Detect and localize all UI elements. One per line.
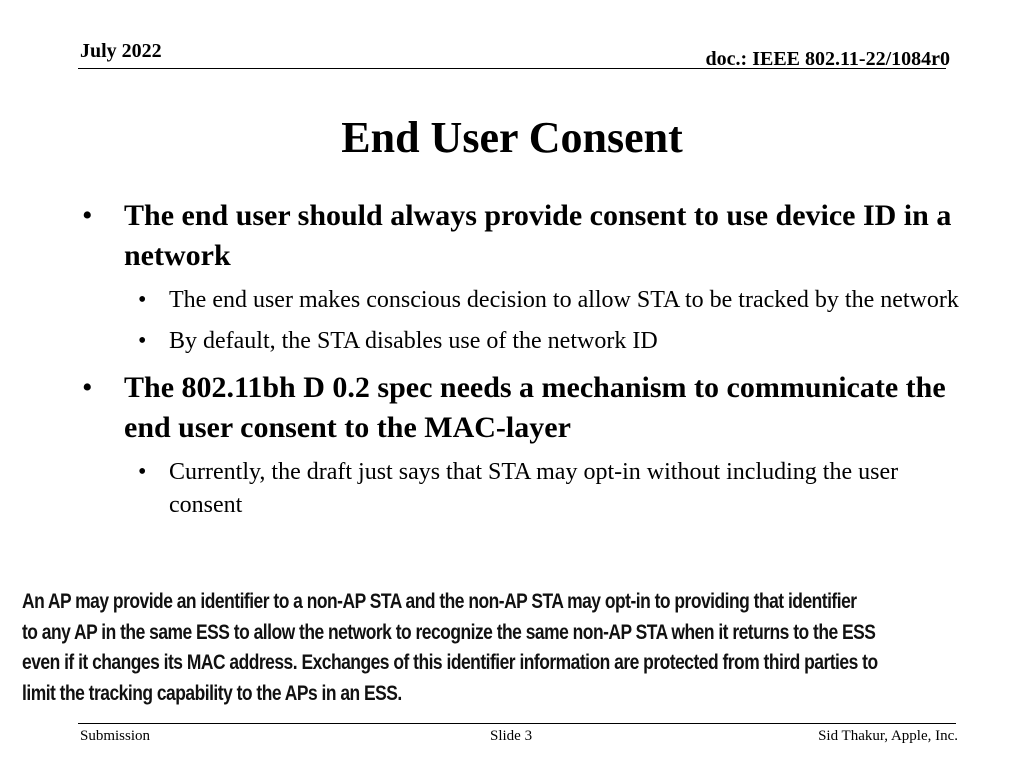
bullet-2 xyxy=(82,368,962,448)
spec-excerpt-line: even if it changes its MAC address. Exchanges of this identifier information are protected from third parties to xyxy=(22,651,878,674)
bullet-1-sub-1-text: The end user makes conscious decision to allow STA to be tracked by the network xyxy=(169,287,959,313)
footer-author: Sid Thakur, Apple, Inc. xyxy=(818,728,958,744)
footer-submission: Submission xyxy=(80,728,151,744)
bullet-1-sub-2-text: By default, the STA disables use of the network ID xyxy=(169,328,658,354)
slide-title: End User Consent xyxy=(341,113,683,162)
spec-excerpt xyxy=(22,587,1006,709)
spec-excerpt-line: to any AP in the same ESS to allow the network to recognize the same non-AP STA when it returns to the ESS xyxy=(22,620,876,644)
bullet-1 xyxy=(82,196,962,276)
footer-divider xyxy=(78,723,956,724)
bullet-1-text: The end user should always provide consent to use device ID in a network xyxy=(124,199,952,272)
bullet-1-sub-2-marker: • xyxy=(138,328,147,354)
spec-excerpt-line: An AP may provide an identifier to a non-AP STA and the non-AP STA may opt-in to providing that identifier xyxy=(22,590,857,613)
header-date: July 2022 xyxy=(80,40,162,62)
spec-excerpt-line: limit the tracking capability to the APs in an ESS. xyxy=(22,681,402,705)
bullet-2-text: The 802.11bh D 0.2 spec needs a mechanism to communicate the end user consent to the MAC-layer xyxy=(124,371,946,444)
footer-slide-number: Slide 3 xyxy=(490,728,533,744)
bullet-1-sub-1 xyxy=(82,284,962,317)
bullet-1-sub-1-marker: • xyxy=(138,287,147,313)
bullet-1-marker: • xyxy=(82,199,93,232)
bullet-2-sub-1 xyxy=(82,456,962,522)
bullet-1-sub-2 xyxy=(82,325,962,358)
slide-body xyxy=(82,196,962,522)
header-divider xyxy=(78,68,946,69)
bullet-2-sub-1-text: Currently, the draft just says that STA may opt-in without including the user consent xyxy=(169,459,899,518)
header-doc-id: doc.: IEEE 802.11-22/1084r0 xyxy=(705,48,950,70)
bullet-2-sub-1-marker: • xyxy=(138,459,147,485)
bullet-2-marker: • xyxy=(82,371,93,404)
